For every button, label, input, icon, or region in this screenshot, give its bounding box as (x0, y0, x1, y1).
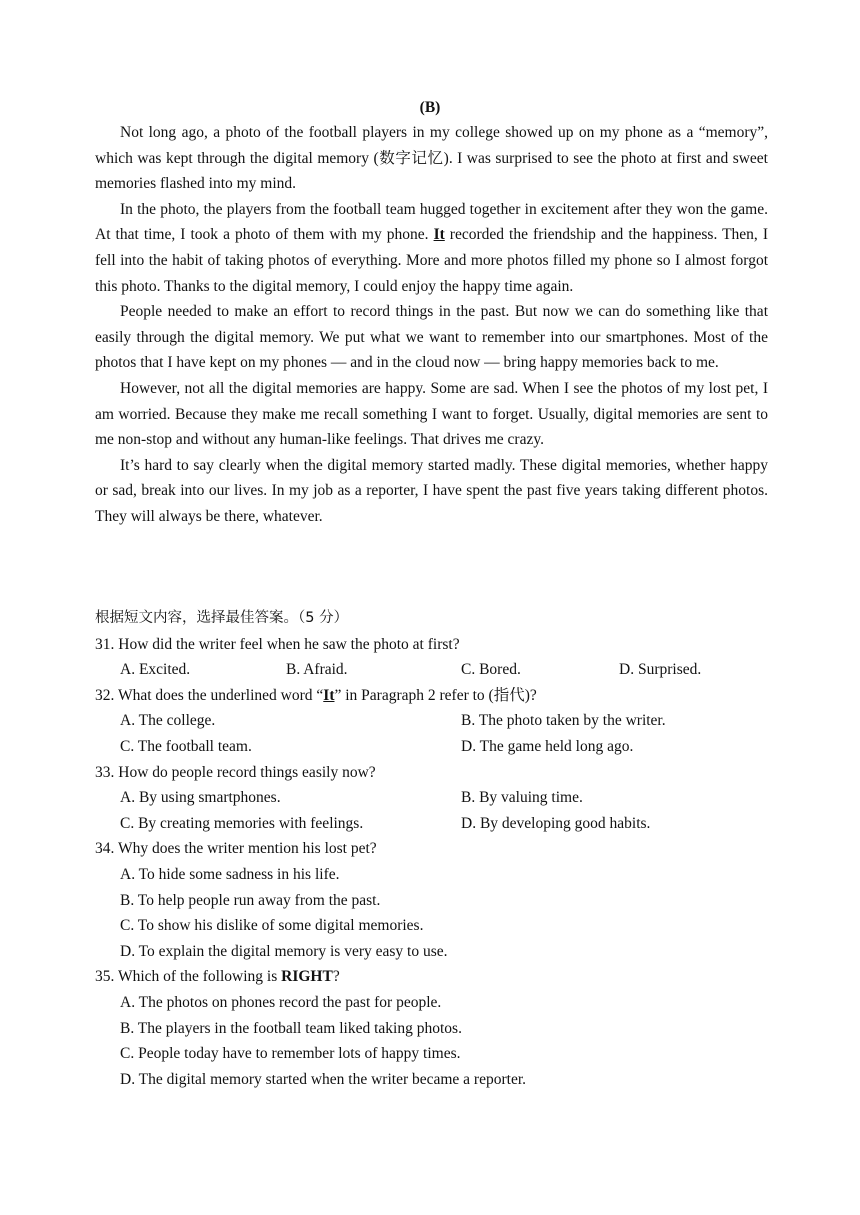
question-34-option-b-row (95, 888, 775, 914)
question-31-option-c: C. Bored. (461, 661, 521, 679)
question-35-option-d-row (95, 1067, 775, 1093)
question-35-stem (95, 964, 775, 990)
question-32-option-a: A. The college. (120, 712, 216, 730)
question-35-option-c: C. People today have to remember lots of happy times. (120, 1045, 461, 1063)
reading-passage (95, 120, 768, 530)
underlined-word-it: It (433, 226, 445, 244)
question-34-option-a-row (95, 862, 775, 888)
paragraph-4: However, not all the digital memories are happy. Some are sad. When I see the photos of my lost pet, I am worried. Because they make me recall something I want to forget. Usually, digital memories are sent to me non-stop and without any human-like feelings. That drives me crazy. (95, 379, 768, 449)
question-33-stem: 33. How do people record things easily now? (95, 763, 376, 781)
paragraph-2-text-before: In the photo, the players from the football team hugged together in excitement after they won the game. At that time, I took a photo of them with my phone. (95, 200, 768, 244)
paragraph-2 (95, 197, 768, 299)
section-title: (B) (419, 99, 441, 116)
question-35-bold-word: RIGHT (281, 968, 333, 986)
question-31-stem: 31. How did the writer feel when he saw the photo at first? (95, 635, 460, 653)
question-34-stem: 34. Why does the writer mention his lost pet? (95, 840, 377, 858)
question-32-option-c: C. The football team. (120, 737, 252, 755)
question-34-option-c: C. To show his dislike of some digital memories. (120, 917, 424, 935)
question-32-options-row-2 (95, 734, 775, 760)
question-35-option-a-row (95, 990, 775, 1016)
question-33-option-c: C. By creating memories with feelings. (120, 814, 364, 832)
paragraph-3: People needed to make an effort to record things in the past. But now we can do something like that easily through the digital memory. We put what we want to remember into our smartphones. Most of the photos that I have kept on my phones — and in the cloud now — bring happy memories back to me. (95, 303, 768, 372)
questions-block (95, 606, 775, 1092)
question-34-option-a: A. To hide some sadness in his life. (120, 865, 340, 883)
question-31-options (95, 657, 775, 683)
question-32-stem-after: ” in Paragraph 2 refer to (指代)? (334, 686, 537, 704)
question-35-option-c-row (95, 1041, 775, 1067)
question-35-option-b: B. The players in the football team liked taking photos. (120, 1019, 462, 1037)
question-32-option-b: B. The photo taken by the writer. (461, 712, 666, 730)
question-33-options-row-1 (95, 785, 775, 811)
question-33-option-a: A. By using smartphones. (120, 789, 281, 807)
question-32-option-d: D. The game held long ago. (461, 737, 634, 755)
question-35-option-b-row (95, 1016, 775, 1042)
question-31-option-d: D. Surprised. (619, 661, 702, 679)
paragraph-2-text-after: recorded the friendship and the happiness. Then, I fell into the habit of taking photos of everything. More and more photos filled my phone so I almost forgot this photo. Thanks to the digital memory, I could enjoy the happy time again. (95, 226, 768, 295)
question-32-stem (95, 683, 775, 709)
question-34-option-d-row (95, 939, 775, 965)
question-34-option-b: B. To help people run away from the past. (120, 891, 381, 909)
question-35-stem-after: ? (332, 968, 340, 986)
question-32-options-row-1 (95, 708, 775, 734)
question-35-option-d: D. The digital memory started when the writer became a reporter. (120, 1070, 527, 1088)
question-32-stem-before: 32. What does the underlined word “ (95, 686, 324, 704)
instruction-text: 根据短文内容，选择最佳答案。（5 分） (95, 610, 349, 626)
question-33-options-row-2 (95, 811, 775, 837)
question-33-option-d: D. By developing good habits. (461, 814, 651, 832)
question-35-stem-before: 35. Which of the following is (95, 968, 282, 986)
question-35-option-a: A. The photos on phones record the past for people. (120, 993, 442, 1011)
paragraph-1: Not long ago, a photo of the football players in my college showed up on my phone as a “memory”, which was kept through the digital memory (数字记忆). I was surprised to see the photo at first and sweet memories flashed into my mind. (95, 124, 768, 193)
question-34-option-c-row (95, 913, 775, 939)
question-31-option-b: B. Afraid. (286, 661, 348, 679)
question-33-option-b: B. By valuing time. (461, 789, 583, 807)
question-34-option-d: D. To explain the digital memory is very easy to use. (120, 942, 448, 960)
paragraph-5: It’s hard to say clearly when the digital memory started madly. These digital memories, whether happy or sad, break into our lives. In my job as a reporter, I have spent the past five years taking different photos. They will always be there, whatever. (95, 456, 768, 525)
question-31-option-a: A. Excited. (120, 661, 191, 679)
question-32-underlined-word: It (323, 686, 335, 704)
